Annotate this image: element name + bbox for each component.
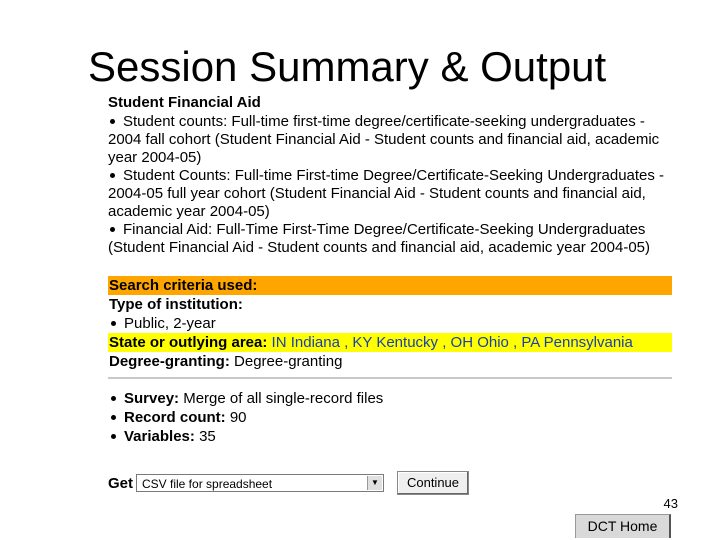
institution-type-label: Type of institution: [109,296,243,313]
survey-item [108,389,672,408]
state-value: IN Indiana , KY Kentucky , OH Ohio , PA Pennsylvania [271,334,633,351]
chevron-down-icon[interactable]: ▼ [367,476,382,490]
get-label: Get [108,475,134,492]
degree-value: Degree-granting [234,353,343,370]
state-label: State or outlying area: [109,334,268,351]
bullet-icon [110,173,115,178]
record-count-label: Record count: [124,409,226,426]
survey-value: Merge of all single-record files [183,390,384,407]
session-summary [108,94,672,446]
variables-label: Variables: [124,428,195,445]
financial-aid-item-text: Student counts: Full-time first-time degree/certificate-seeking undergraduates - 2004 fall cohort (Student Financial Aid - Student counts and financial aid, academic year 2004-05) [108,113,660,166]
section-divider [108,377,672,379]
financial-aid-item [108,113,672,167]
degree-criteria-row [108,352,672,371]
search-criteria-heading: Search criteria used: [108,276,672,295]
record-count-value: 90 [229,409,247,426]
variables-value: 35 [199,428,216,445]
state-criteria-row [108,333,672,352]
bullet-icon [111,396,116,401]
page-number: 43 [663,496,678,511]
continue-button[interactable]: Continue [397,471,469,495]
bullet-icon [111,415,116,420]
bullet-icon [111,321,116,326]
financial-aid-item-text: Student Counts: Full-time First-time Degree/Certificate-Seeking Undergraduates - 2004-05 full year cohort (Student Financial Aid - Student counts and financial aid, academic year 2004-05) [108,167,665,220]
institution-type-item [108,314,672,333]
financial-aid-item [108,221,672,257]
bullet-icon [111,434,116,439]
survey-label: Survey: [124,390,180,407]
bullet-icon [110,119,115,124]
output-format-select[interactable] [136,474,384,492]
degree-label: Degree-granting: [109,353,230,370]
financial-aid-item-text: Financial Aid: Full-Time First-Time Degree/Certificate-Seeking Undergraduates (Student Financial Aid - Student counts and financial aid, academic year 2004-05) [108,221,650,256]
output-format-value: CSV file for spreadsheet [142,477,273,491]
record-count-item [108,408,672,427]
institution-type-value: Public, 2-year [124,315,216,332]
financial-aid-heading: Student Financial Aid [108,94,261,111]
slide-title: Session Summary & Output [88,43,607,90]
financial-aid-item [108,167,672,221]
output-summary-list [108,389,672,446]
dct-home-button[interactable]: DCT Home [575,514,671,538]
bullet-icon [110,227,115,232]
variables-item [108,427,672,446]
